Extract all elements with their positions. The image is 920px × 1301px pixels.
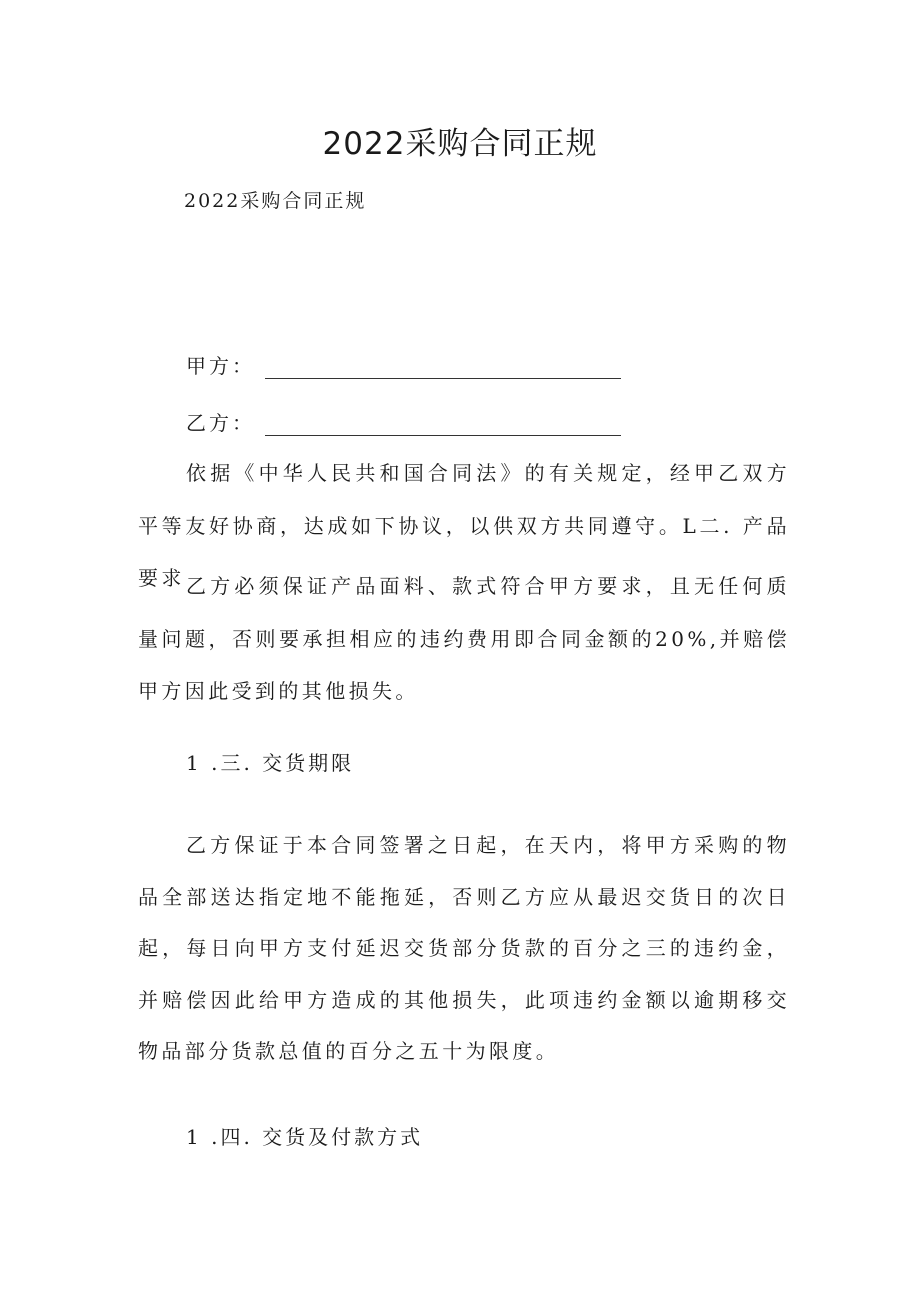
party-b-blank <box>265 413 621 436</box>
section-heading-delivery-period: 1 .三. 交货期限 <box>186 751 355 775</box>
document-subtitle: 2022采购合同正规 <box>184 190 367 212</box>
party-b-label: 乙方： <box>186 411 255 435</box>
party-a-label: 甲方： <box>186 354 255 378</box>
quality-paragraph: 乙方必须保证产品面料、款式符合甲方要求，且无任何质量问题，否则要承担相应的违约费用即合同金额的20%,并赔偿甲方因此受到的其他损失。 <box>138 574 790 703</box>
party-a-line <box>186 350 621 379</box>
party-a-blank <box>265 356 621 379</box>
party-b-line <box>186 407 621 436</box>
section-heading-delivery-payment: 1 .四. 交货及付款方式 <box>186 1125 424 1149</box>
intro-paragraph: 依据《中华人民共和国合同法》的有关规定，经甲乙双方平等友好协商，达成如下协议，以供双方共同遵守。L二. 产品要求 <box>138 461 790 590</box>
document-title: 2022采购合同正规 <box>322 126 598 162</box>
delivery-paragraph: 乙方保证于本合同签署之日起，在天内，将甲方采购的物品全部送达指定地不能拖延，否则乙方应从最迟交货日的次日起，每日向甲方支付延迟交货部分货款的百分之三的违约金，并赔偿因此给甲方造成的其他损失，此项违约金额以逾期移交物品部分货款总值的百分之五十为限度。 <box>138 833 790 1063</box>
